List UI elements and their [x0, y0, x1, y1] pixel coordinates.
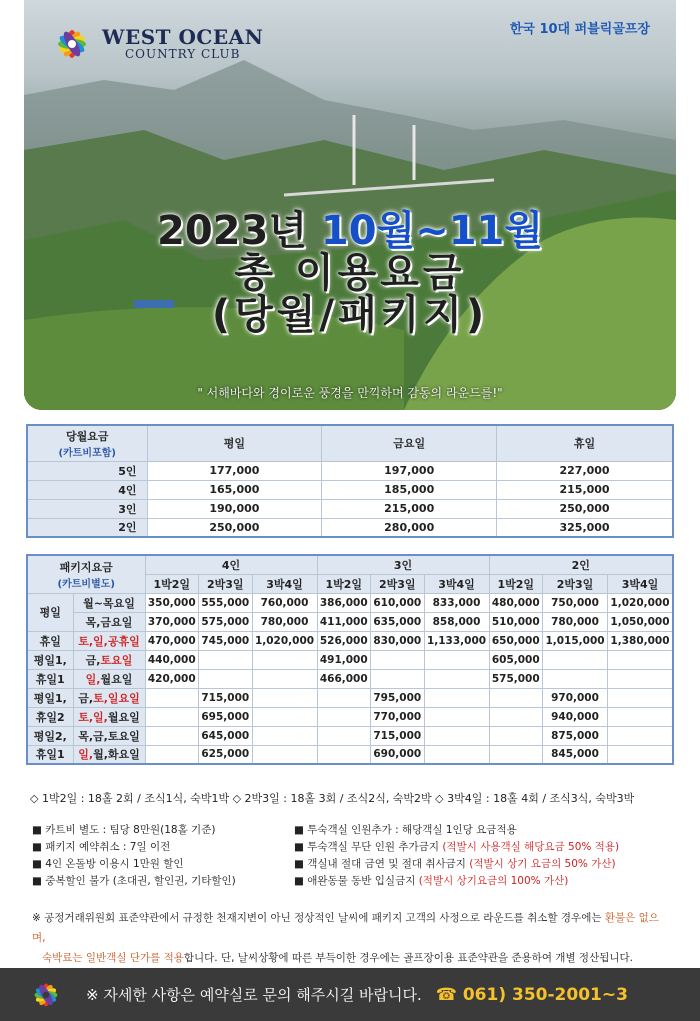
group-label: 평일1, — [27, 650, 73, 669]
price-cell: 970,000 — [543, 688, 608, 707]
monthly-price-table — [26, 424, 674, 538]
schedule-line: ◇ 1박2일 : 18홀 2회 / 조식1식, 숙박1박 ◇ 2박3일 : 18홀 3회 / 조식2식, 숙박2박 ◇ 3박4일 : 18홀 4회 / 조식3식, 숙박3박 — [30, 792, 635, 805]
contact-phone[interactable]: ☎ 061) 350-2001~3 — [435, 984, 628, 1005]
note-warning: (적발시 상기 요금의 50% 가산) — [469, 858, 616, 870]
day-part: 토,일, — [78, 710, 108, 724]
price-cell: 858,000 — [424, 612, 489, 631]
price-cell: 440,000 — [145, 650, 199, 669]
price-cell: 750,000 — [543, 593, 608, 612]
day-label — [73, 650, 145, 669]
day-part: 일, — [85, 672, 101, 686]
price-cell: 1,015,000 — [543, 631, 608, 650]
day-label — [73, 669, 145, 688]
title-months: 10월~11월 — [320, 208, 544, 254]
price-cell — [489, 688, 543, 707]
row-label: 5인 — [27, 461, 147, 480]
subcol-header: 2박3일 — [199, 574, 253, 593]
note-text: ■ 애완동물 동반 입실금지 — [294, 875, 419, 887]
package-header-cell — [27, 555, 145, 593]
subcol-header: 3박4일 — [252, 574, 317, 593]
footnote — [32, 908, 672, 968]
table-row — [27, 480, 673, 499]
day-part: 토요일 — [100, 653, 133, 667]
price-cell: 250,000 — [497, 499, 673, 518]
price-cell: 770,000 — [371, 707, 425, 726]
price-cell: 1,133,000 — [424, 631, 489, 650]
price-cell — [317, 726, 371, 745]
price-cell: 526,000 — [317, 631, 371, 650]
price-cell: 491,000 — [317, 650, 371, 669]
day-part: 월~목요일 — [83, 596, 135, 610]
price-cell: 625,000 — [199, 745, 253, 764]
note-item: ■ 4인 온돌방 이용시 1만원 할인 — [32, 858, 184, 870]
price-cell: 690,000 — [371, 745, 425, 764]
price-cell: 215,000 — [322, 499, 497, 518]
price-cell: 227,000 — [497, 461, 673, 480]
day-part: 토,일요일 — [93, 691, 140, 705]
day-label — [73, 593, 145, 612]
price-cell: 715,000 — [199, 688, 253, 707]
price-cell: 1,020,000 — [252, 631, 317, 650]
day-label — [73, 612, 145, 631]
col-holiday: 휴일 — [497, 425, 673, 461]
table-row — [27, 631, 673, 650]
price-cell — [607, 688, 673, 707]
day-part: 월요일 — [107, 710, 140, 724]
price-cell — [489, 707, 543, 726]
price-cell — [543, 669, 608, 688]
day-part: 목,금,토요일 — [78, 729, 140, 743]
price-cell: 745,000 — [199, 631, 253, 650]
table-row — [27, 669, 673, 688]
col-weekday: 평일 — [147, 425, 322, 461]
group-2p: 2인 — [489, 555, 673, 574]
price-cell: 466,000 — [317, 669, 371, 688]
price-cell: 470,000 — [145, 631, 199, 650]
day-label — [73, 707, 145, 726]
subcol-header: 1박2일 — [145, 574, 199, 593]
subcol-header: 3박4일 — [607, 574, 673, 593]
table-row — [27, 461, 673, 480]
price-cell: 695,000 — [199, 707, 253, 726]
price-cell — [607, 726, 673, 745]
day-label — [73, 726, 145, 745]
price-cell: 1,020,000 — [607, 593, 673, 612]
day-label — [73, 631, 145, 650]
day-part: 월요일 — [100, 672, 133, 686]
price-cell: 833,000 — [424, 593, 489, 612]
monthly-header-cell — [27, 425, 147, 461]
table-row — [27, 612, 673, 631]
subcol-header: 3박4일 — [424, 574, 489, 593]
day-part: 금, — [85, 653, 101, 667]
group-4p: 4인 — [145, 555, 317, 574]
price-cell — [317, 745, 371, 764]
note-item — [294, 873, 604, 890]
table-row — [27, 688, 673, 707]
footnote-text: 합니다. 단, 날씨상황에 따른 부득이한 경우에는 골프장이용 표준약관을 준용하여 개별 정산됩니다. — [183, 952, 633, 964]
day-label — [73, 688, 145, 707]
price-cell: 605,000 — [489, 650, 543, 669]
brand-logo — [50, 22, 263, 66]
package-header-sub: (카트비별도) — [57, 578, 115, 590]
package-price-table — [26, 554, 674, 765]
subcol-header: 1박2일 — [317, 574, 371, 593]
price-cell — [199, 669, 253, 688]
price-cell: 480,000 — [489, 593, 543, 612]
price-cell: 875,000 — [543, 726, 608, 745]
row-label: 2인 — [27, 518, 147, 537]
table-row — [27, 650, 673, 669]
note-text: ■ 투숙객실 인원추가 : 해당객실 1인당 요금적용 — [294, 824, 517, 836]
footnote-highlight: 환불은 없으며, — [32, 912, 659, 944]
subcol-header: 1박2일 — [489, 574, 543, 593]
price-cell: 250,000 — [147, 518, 322, 537]
price-cell — [145, 688, 199, 707]
flower-logo-icon — [50, 22, 94, 66]
note-item — [294, 839, 620, 856]
price-cell — [252, 745, 317, 764]
price-cell: 386,000 — [317, 593, 371, 612]
col-friday: 금요일 — [322, 425, 497, 461]
note-text: ■ 객실내 절대 금연 및 절대 취사금지 — [294, 858, 470, 870]
price-cell — [489, 745, 543, 764]
price-cell: 780,000 — [252, 612, 317, 631]
brand-subname: COUNTRY CLUB — [124, 47, 241, 62]
price-cell — [424, 745, 489, 764]
price-cell: 795,000 — [371, 688, 425, 707]
price-cell — [145, 745, 199, 764]
flower-logo-icon — [28, 977, 64, 1013]
monthly-header-sub: (카트비포함) — [58, 447, 116, 459]
price-cell — [424, 669, 489, 688]
contact-bar — [0, 968, 700, 1021]
title-line3: (당월/패키지) — [211, 292, 489, 338]
price-cell: 280,000 — [322, 518, 497, 537]
price-cell — [252, 669, 317, 688]
price-cell: 1,050,000 — [607, 612, 673, 631]
price-cell — [317, 707, 371, 726]
price-cell — [145, 726, 199, 745]
price-cell — [317, 688, 371, 707]
price-cell: 575,000 — [199, 612, 253, 631]
note-item — [294, 822, 604, 839]
price-cell: 555,000 — [199, 593, 253, 612]
price-cell: 215,000 — [497, 480, 673, 499]
price-cell: 845,000 — [543, 745, 608, 764]
price-cell: 177,000 — [147, 461, 322, 480]
footnote-highlight: 숙박료는 일반객실 단가를 적용 — [42, 952, 184, 964]
price-cell — [424, 688, 489, 707]
price-cell — [145, 707, 199, 726]
subcol-header: 2박3일 — [371, 574, 425, 593]
group-label: 휴일2 — [27, 707, 73, 726]
group-label: 휴일1 — [27, 745, 73, 764]
price-cell: 610,000 — [371, 593, 425, 612]
price-cell — [489, 726, 543, 745]
price-cell: 830,000 — [371, 631, 425, 650]
brand-name: WEST OCEAN — [102, 25, 264, 50]
day-part: 토,일,공휴일 — [78, 634, 140, 648]
price-cell — [252, 707, 317, 726]
price-cell: 940,000 — [543, 707, 608, 726]
day-label — [73, 745, 145, 764]
price-cell: 197,000 — [322, 461, 497, 480]
table-row — [27, 518, 673, 537]
price-cell: 635,000 — [371, 612, 425, 631]
note-item: ■ 패키지 예약취소 : 7일 이전 — [32, 841, 171, 853]
price-cell: 325,000 — [497, 518, 673, 537]
day-part: 일, — [78, 748, 94, 762]
note-warning: (적발시 사용객실 해당요금 50% 적용) — [442, 841, 620, 853]
price-cell — [424, 726, 489, 745]
group-label: 평일 — [27, 593, 73, 631]
group-label: 휴일 — [27, 631, 73, 650]
price-cell — [424, 707, 489, 726]
price-cell: 715,000 — [371, 726, 425, 745]
group-label: 휴일1 — [27, 669, 73, 688]
price-cell: 370,000 — [145, 612, 199, 631]
price-cell — [424, 650, 489, 669]
price-cell: 190,000 — [147, 499, 322, 518]
day-part: 목,금요일 — [85, 615, 133, 629]
hero-quote: " 서해바다와 경이로운 풍경을 만끽하며 감동의 라운드를!" — [197, 386, 503, 400]
notes-right — [294, 822, 620, 890]
row-label: 4인 — [27, 480, 147, 499]
group-label: 평일1, — [27, 688, 73, 707]
price-cell: 645,000 — [199, 726, 253, 745]
package-header-label: 패키지요금 — [59, 560, 113, 574]
note-item — [294, 856, 616, 873]
price-cell: 350,000 — [145, 593, 199, 612]
price-cell — [371, 669, 425, 688]
subcol-header: 2박3일 — [543, 574, 608, 593]
price-cell — [607, 650, 673, 669]
note-item: ■ 카트비 별도 : 팀당 8만원(18홀 기준) — [32, 824, 216, 836]
table-row — [27, 593, 673, 612]
price-cell: 1,380,000 — [607, 631, 673, 650]
group-3p: 3인 — [317, 555, 489, 574]
price-cell — [371, 650, 425, 669]
price-cell: 411,000 — [317, 612, 371, 631]
price-cell — [607, 707, 673, 726]
day-part: 월,화요일 — [93, 748, 140, 762]
price-cell: 650,000 — [489, 631, 543, 650]
contact-text: ※ 자세한 사항은 예약실로 문의 해주시길 바랍니다. — [86, 986, 422, 1004]
price-cell: 575,000 — [489, 669, 543, 688]
title-year: 2023년 — [156, 208, 321, 254]
table-row — [27, 499, 673, 518]
note-text: ■ 투숙객실 무단 인원 추가금지 — [294, 841, 443, 853]
price-cell: 165,000 — [147, 480, 322, 499]
footnote-text: ※ 공정거래위원회 표준약관에서 규정한 천재지변이 아닌 정상적인 날씨에 패키지 고객의 사정으로 라운드를 취소할 경우에는 — [32, 912, 605, 924]
price-cell: 760,000 — [252, 593, 317, 612]
price-cell: 780,000 — [543, 612, 608, 631]
title-line2: 총 이용요금 — [234, 250, 466, 296]
price-cell — [252, 650, 317, 669]
tagline: 한국 10대 퍼블릭골프장 — [509, 22, 650, 37]
note-warning: (적발시 상기요금의 100% 가산) — [418, 875, 569, 887]
price-cell — [607, 669, 673, 688]
table-row — [27, 726, 673, 745]
table-row — [27, 707, 673, 726]
price-cell — [543, 650, 608, 669]
price-cell — [252, 726, 317, 745]
group-label: 평일2, — [27, 726, 73, 745]
monthly-header-label: 당월요금 — [65, 429, 109, 443]
price-cell: 185,000 — [322, 480, 497, 499]
price-cell — [252, 688, 317, 707]
table-row — [27, 745, 673, 764]
hero-title — [24, 210, 676, 336]
row-label: 3인 — [27, 499, 147, 518]
day-part: 금, — [78, 691, 94, 705]
price-cell: 420,000 — [145, 669, 199, 688]
price-cell — [607, 745, 673, 764]
price-cell: 510,000 — [489, 612, 543, 631]
note-item: ■ 중복할인 불가 (초대권, 할인권, 기타할인) — [32, 875, 236, 887]
price-cell — [199, 650, 253, 669]
